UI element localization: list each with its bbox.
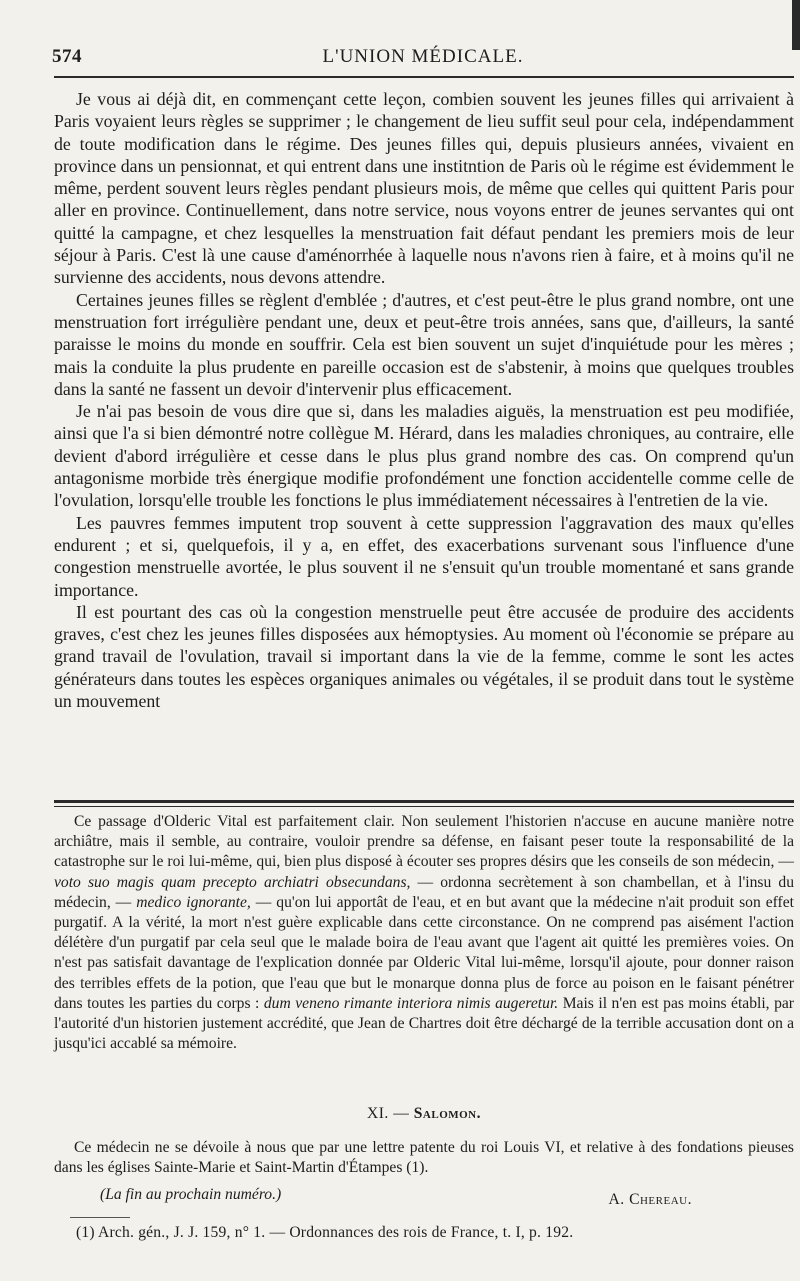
body-text	[54, 88, 794, 712]
section-name: Salomon.	[413, 1105, 482, 1122]
section-heading	[54, 1105, 794, 1123]
latin-quote: dum veneno rimante interiora nimis augeretur.	[263, 994, 559, 1012]
continuation-note: (La fin au prochain numéro.)	[100, 1186, 282, 1203]
footnote-part: — qu'on lui apportât de l'eau, et en but avant que la médecine n'ait produit son effet purgatif. A la vérité, la mort n'est guère explicable dans cette circonstance. On ne comprend pas aisément l'action délétère d'un purgatif par cela seul que le malade boira de l'eau avant que l'agent ait quitté les premières voies. On n'est pas satisfait davantage de l'explication donnée par Olderic Vital lui-même, lorsqu'il ajoute, pour donner raison des terribles effets de la potion, que l'eau que but le monarque donna plus de force au poison en le faisant pénétrer dans toutes les parties du corps :	[54, 893, 794, 1012]
author-signature: A. Chereau.	[608, 1191, 692, 1208]
footnote-reference: (1) Arch. gén., J. J. 159, n° 1. — Ordonnances des rois de France, t. I, p. 192.	[76, 1224, 574, 1241]
closing-paragraph: Ce médecin ne se dévoile à nous que par une lettre patente du roi Louis VI, et relative à des fondations pieuses dans les églises Sainte-Marie et Saint-Martin d'Étampes (1).	[54, 1139, 794, 1177]
page-number: 574	[52, 46, 82, 67]
page-edge-mark	[792, 0, 800, 50]
page-header	[52, 46, 794, 76]
body-paragraph: Je n'ai pas besoin de vous dire que si, dans les maladies aiguës, la menstruation est peu modifiée, ainsi que l'a si bien démontré notre collègue M. Hérard, dans les maladies chroniques, au contraire, elle devient d'abord irrégulière et cesse dans le plus plus grand nombre des cas. On comprend qu'un antagonisme morbide très énergique modifie profondément une fonction accidentelle comme celle de l'ovulation, lorsqu'elle trouble les fonctions le plus immédiatement nécessaires à l'entretien de la vie.	[54, 401, 794, 511]
footnote-part: Ce passage d'Olderic Vital est parfaitement clair. Non seulement l'historien n'accuse en aucune manière notre archiâtre, mais il semble, au contraire, vouloir prendre sa défense, en faisant peser toute la responsabilité de la catastrophe sur le roi lui-même, qui, bien plus disposé à écouter ses propres désirs que les conseils de son médecin, —	[54, 813, 794, 871]
body-paragraph: Je vous ai déjà dit, en commençant cette leçon, combien souvent les jeunes filles qui arrivaient à Paris voyaient leurs règles se supprimer ; le changement de lieu suffit seul pour cela, indépendamment de toute modification dans le régime. Des jeunes filles qui, depuis plusieurs années, vivaient en province dans un pensionnat, et qui entrent dans une institntion de Paris où le régime est évidemment le même, perdent souvent leurs règles pendant plusieurs mois, de même que celles qui quittent Paris pour aller en province. Continuellement, dans notre service, nous voyons entrer de jeunes servantes qui ont quitté la campagne, et chez lesquelles la menstruation fait défaut pendant les premiers mois de leur séjour à Paris. C'est là une cause d'aménorrhée à laquelle nous n'avons rien à faire, et à moins qu'il ne survienne des accidents, nous devons attendre.	[54, 89, 794, 288]
footnote-part: Mais il n'en est pas moins établi, par l'autorité d'un historien justement accrédité, que Jean de Chartres doit être déchargé de la terrible accusation dont on a jusqu'ici accablé sa mémoire.	[54, 994, 794, 1053]
footnote-part: — ordonna secrètement à son chambellan, et à l'insu du médecin, —	[54, 873, 795, 911]
closing-text	[54, 1138, 794, 1178]
running-title: L'UNION MÉDICALE.	[322, 46, 524, 67]
footnote-separator-rule	[54, 800, 794, 803]
reference-rule	[70, 1217, 130, 1218]
footnote-paragraph	[54, 812, 794, 1054]
body-paragraph: Les pauvres femmes imputent trop souvent à cette suppression l'aggravation des maux qu'elles endurent ; et si, quelquefois, il y a, en effet, des exacerbations survenant sous l'influence d'une congestion menstruelle avortée, le plus souvent il ne s'ensuit qu'un trouble momentané et sans grande importance.	[54, 512, 794, 600]
body-paragraph: Il est pourtant des cas où la congestion menstruelle peut être accusée de produire des accidents graves, c'est chez les jeunes filles disposées aux hémoptysies. Au moment où l'économie se prépare au grand travail de l'ovulation, travail si important dans la vie de la femme, comme le sont les actes générateurs dans toutes les espèces organiques animales ou végétales, il se produit dans tout le système un mouvement	[54, 601, 794, 712]
latin-quote: voto suo magis quam precepto archiatri obsecundans,	[54, 873, 411, 891]
latin-quote: medico ignorante,	[136, 893, 251, 911]
header-rule	[54, 76, 794, 78]
section-numeral: XI. —	[366, 1105, 410, 1122]
footnote-separator-rule-thin	[54, 806, 794, 807]
body-paragraph: Certaines jeunes filles se règlent d'emblée ; d'autres, et c'est peut-être le plus grand nombre, ont une menstruation fort irrégulière pendant une, deux et peut-être trois années, sans que, d'ailleurs, la santé paraisse le moins du monde en souffrir. Cela est bien souvent un sujet d'inquiétude pour les mères ; mais la conduite la plus prudente en pareille occasion est de s'abstenir, à moins que quelques troubles dans la santé ne fassent un devoir d'intervenir plus efficacement.	[54, 289, 794, 399]
footnote-text	[54, 812, 794, 1054]
